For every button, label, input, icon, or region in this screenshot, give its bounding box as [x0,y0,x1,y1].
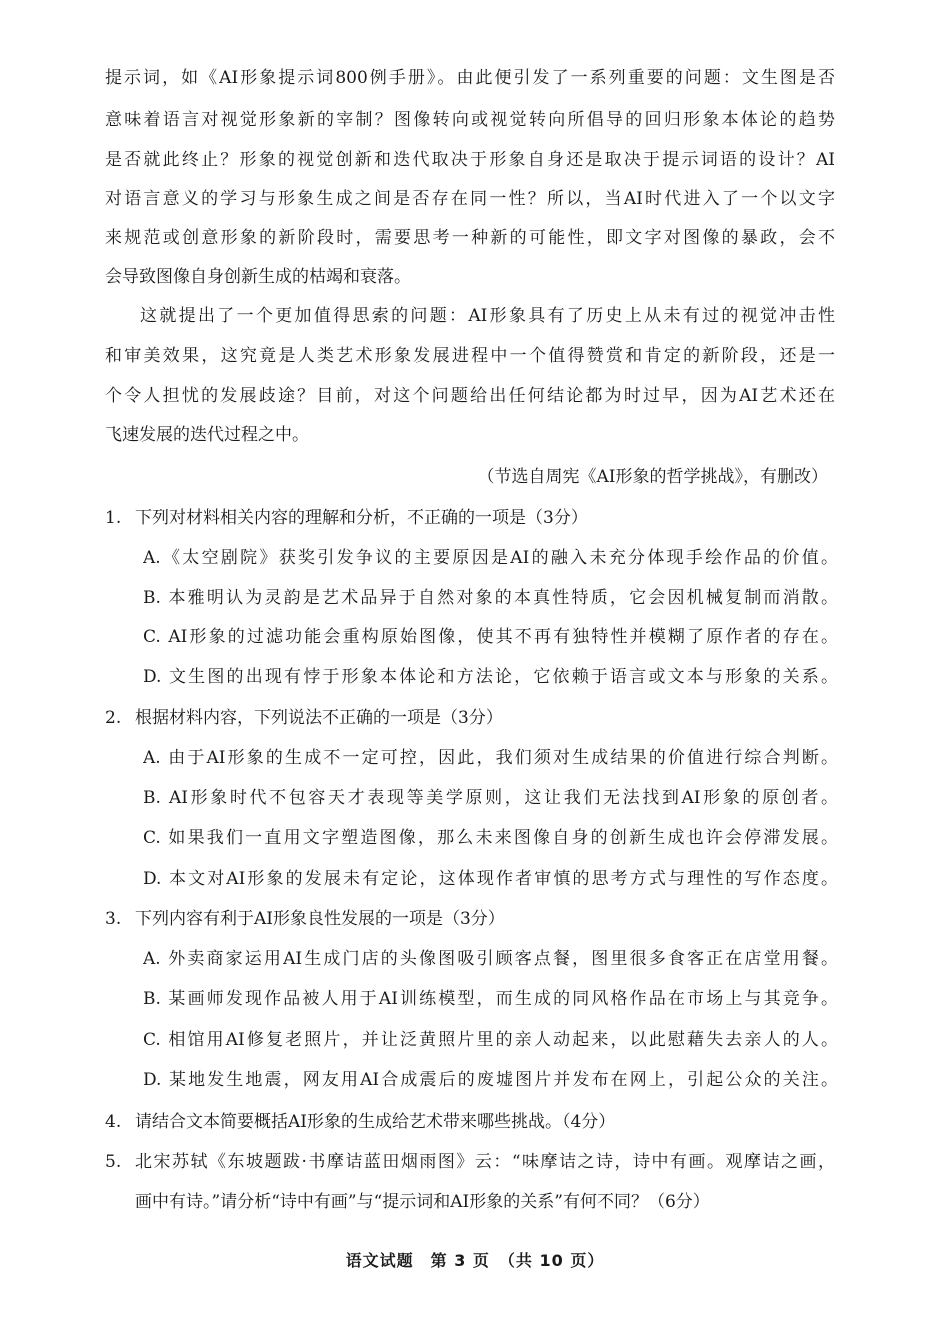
passage-line: 个令人担忧的发展歧途？目前，对这个问题给出任何结论都为时过早，因为AI艺术还在 [105,386,835,406]
passage-line: 飞速发展的迭代过程之中。 [105,425,309,445]
option-a: A. 由于AI形象的生成不一定可控，因此，我们须对生成结果的价值进行综合判断。 [143,748,838,768]
question-text: 下列内容有利于AI形象良性发展的一项是（3分） [135,909,505,929]
page-footer: 语文试题 第 3 页 （共 10 页） [345,1251,605,1270]
question-text: 根据材料内容，下列说法不正确的一项是（3分） [135,708,503,728]
passage-line: 来规范或创意形象的新阶段时，需要思考一种新的可能性，即文字对图像的暴政，会不 [105,228,835,248]
option-d: D. 文生图的出现有悖于形象本体论和方法论，它依赖于语言或文本与形象的关系。 [143,667,838,687]
passage-line: 对语言意义的学习与形象生成之间是否存在同一性？所以，当AI时代进入了一个以文字 [105,189,835,209]
question-text: 北宋苏轼《东坡题跋·书摩诘蓝田烟雨图》云：“味摩诘之诗，诗中有画。观摩诘之画， [135,1152,835,1172]
passage-line: 这就提出了一个更加值得思索的问题：AI形象具有了历史上从未有过的视觉冲击性 [140,306,835,326]
option-b: B. 本雅明认为灵韵是艺术品异于自然对象的本真性特质，它会因机械复制而消散。 [143,588,838,608]
question-text-continued: 画中有诗。”请分析“诗中有画”与“提示词和AI形象的关系”有何不同？（6分） [135,1192,710,1212]
option-a: A.《太空剧院》获奖引发争议的主要原因是AI的融入未充分体现手绘作品的价值。 [143,548,838,568]
passage-line: 提示词，如《AI形象提示词800例手册》。由此便引发了一系列重要的问题：文生图是否 [105,68,835,88]
question-number: 4. [105,1112,122,1132]
question-number: 1. [105,508,122,528]
question-text: 下列对材料相关内容的理解和分析，不正确的一项是（3分） [135,508,588,528]
option-d: D. 某地发生地震，网友用AI合成震后的废墟图片并发布在网上，引起公众的关注。 [143,1070,838,1090]
passage-line: 意味着语言对视觉形象新的宰制？图像转向或视觉转向所倡导的回归形象本体论的趋势 [105,110,835,130]
question-number: 3. [105,909,122,929]
option-c: C. 如果我们一直用文字塑造图像，那么未来图像自身的创新生成也许会停滞发展。 [143,828,838,848]
option-d: D. 本文对AI形象的发展未有定论，这体现作者审慎的思考方式与理性的写作态度。 [143,869,838,889]
question-text: 请结合文本简要概括AI形象的生成给艺术带来哪些挑战。（4分） [135,1112,616,1132]
option-b: B. AI形象时代不包容天才表现等美学原则，这让我们无法找到AI形象的原创者。 [143,788,838,808]
option-a: A. 外卖商家运用AI生成门店的头像图吸引顾客点餐，图里很多食客正在店堂用餐。 [143,949,838,969]
source-citation: （节选自周宪《AI形象的哲学挑战》，有删改） [477,467,828,487]
passage-line: 和审美效果，这究竟是人类艺术形象发展进程中一个值得赞赏和肯定的新阶段，还是一 [105,346,835,366]
option-b: B. 某画师发现作品被人用于AI训练模型，而生成的同风格作品在市场上与其竞争。 [143,989,838,1009]
question-number: 2. [105,708,122,728]
question-number: 5. [105,1152,122,1172]
option-c: C. AI形象的过滤功能会重构原始图像，使其不再有独特性并模糊了原作者的存在。 [143,627,838,647]
passage-line: 是否就此终止？形象的视觉创新和迭代取决于形象自身还是取决于提示词语的设计？AI [105,150,835,170]
option-c: C. 相馆用AI修复老照片，并让泛黄照片里的亲人动起来，以此慰藉失去亲人的人。 [143,1030,838,1050]
passage-line: 会导致图像自身创新生成的枯竭和衰落。 [105,267,411,287]
